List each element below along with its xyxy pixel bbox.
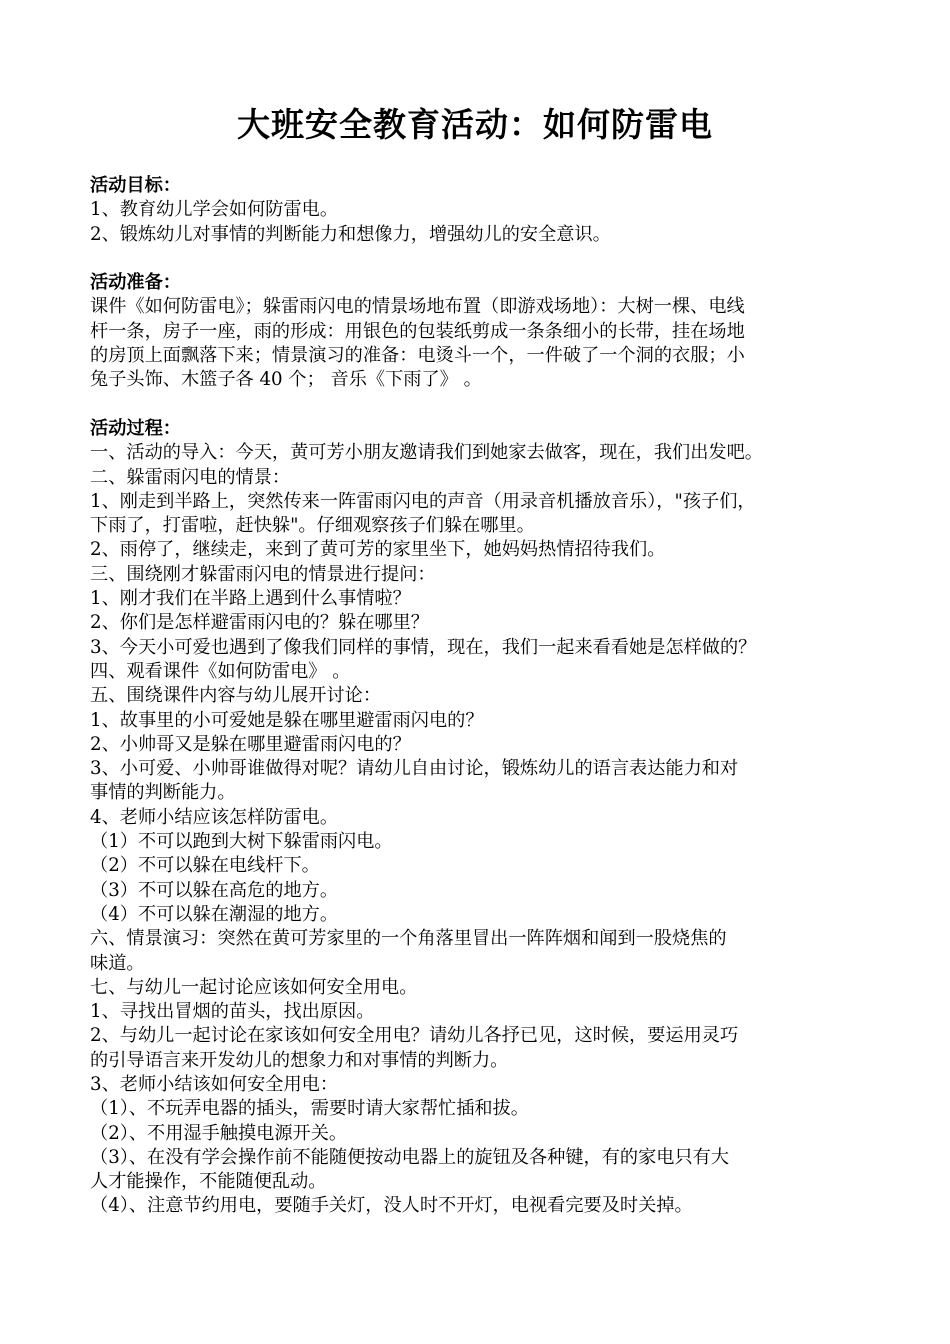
process-line: 三、围绕刚才躲雷雨闪电的情景进行提问：: [90, 563, 436, 585]
process-line: 1、刚才我们在半路上遇到什么事情啦？: [90, 588, 411, 610]
prep-line: 杆一条，房子一座，雨的形成：用银色的包装纸剪成一条条细小的长带，挂在场地: [90, 320, 745, 342]
process-line: 1、故事里的小可爱她是躲在哪里避雷雨闪电的？: [90, 709, 484, 731]
spacer: [90, 393, 880, 417]
process-line: 味道。: [90, 952, 145, 974]
goal-line: 1、教育幼儿学会如何防雷电。: [90, 199, 339, 221]
process-line: （3）、在没有学会操作前不能随便按动电器上的旋钮及各种键，有的家电只有大: [90, 1146, 730, 1168]
process-line: （4）、注意节约用电，要随手关灯，没人时不开灯，电视看完要及时关掉。: [90, 1195, 693, 1217]
prep-line: 兔子头饰、木篮子各 40 个； 音乐《下雨了》 。: [90, 369, 482, 391]
process-line: 1、刚走到半路上，突然传来一阵雷雨闪电的声音（用录音机播放音乐），"孩子们，: [90, 490, 756, 512]
process-line: （2）不可以躲在电线杆下。: [90, 855, 320, 877]
process-line: （1）、不玩弄电器的插头，需要时请大家帮忙插和拔。: [90, 1098, 529, 1120]
document-body: [90, 174, 880, 1219]
process-line: 事情的判断能力。: [90, 782, 236, 804]
process-line: （4）不可以躲在潮湿的地方。: [90, 903, 339, 925]
process-line: 四、观看课件《如何防雷电》 。: [90, 660, 351, 682]
process-line: 2、你们是怎样避雷雨闪电的？躲在哪里？: [90, 612, 429, 634]
page-title: 大班安全教育活动：如何防雷电: [237, 105, 713, 144]
spacer: [90, 247, 880, 271]
process-line: （2）、不用湿手触摸电源开关。: [90, 1122, 348, 1144]
process-line: 六、情景演习：突然在黄可芳家里的一个角落里冒出一阵阵烟和闻到一股烧焦的: [90, 928, 727, 950]
section-heading-prep: 活动准备：: [90, 272, 181, 294]
process-line: 下雨了，打雷啦，赶快躲"。仔细观察孩子们躲在哪里。: [90, 515, 535, 537]
process-line: （1）不可以跑到大树下躲雷雨闪电。: [90, 831, 393, 853]
section-heading-process: 活动过程：: [90, 417, 181, 439]
process-line: （3）不可以躲在高危的地方。: [90, 879, 339, 901]
process-line: 1、寻找出冒烟的苗头，找出原因。: [90, 1001, 375, 1023]
process-line: 一、活动的导入：今天，黄可芳小朋友邀请我们到她家去做客，现在，我们出发吧。: [90, 442, 763, 464]
prep-line: 的房顶上面飘落下来；情景演习的准备：电烫斗一个，一件破了一个洞的衣服；小: [90, 345, 745, 367]
process-line: 2、雨停了，继续走，来到了黄可芳的家里坐下，她妈妈热情招待我们。: [90, 539, 666, 561]
process-line: 3、老师小结该如何安全用电：: [90, 1073, 339, 1095]
process-line: 二、躲雷雨闪电的情景：: [90, 466, 291, 488]
section-heading-goals: 活动目标：: [90, 175, 181, 196]
process-line: 七、与幼儿一起讨论应该如何安全用电。: [90, 976, 418, 998]
prep-line: 课件《如何防雷电》；躲雷雨闪电的情景场地布置（即游戏场地）：大树一棵、电线: [90, 296, 745, 318]
process-line: 3、今天小可爱也遇到了像我们同样的事情，现在，我们一起来看看她是怎样做的？: [90, 636, 757, 658]
process-line: 人才能操作，不能随便乱动。: [90, 1171, 327, 1193]
goal-line: 2、锻炼幼儿对事情的判断能力和想像力，增强幼儿的安全意识。: [90, 223, 611, 245]
process-line: 3、小可爱、小帅哥谁做得对呢？请幼儿自由讨论，锻炼幼儿的语言表达能力和对: [90, 758, 739, 780]
process-line: 的引导语言来开发幼儿的想象力和对事情的判断力。: [90, 1049, 509, 1071]
process-line: 2、与幼儿一起讨论在家该如何安全用电？请幼儿各抒已见，这时候，要运用灵巧: [90, 1025, 739, 1047]
process-line: 五、围绕课件内容与幼儿展开讨论：: [90, 685, 382, 707]
process-line: 4、老师小结应该怎样防雷电。: [90, 806, 339, 828]
process-line: 2、小帅哥又是躲在哪里避雷雨闪电的？: [90, 733, 411, 755]
